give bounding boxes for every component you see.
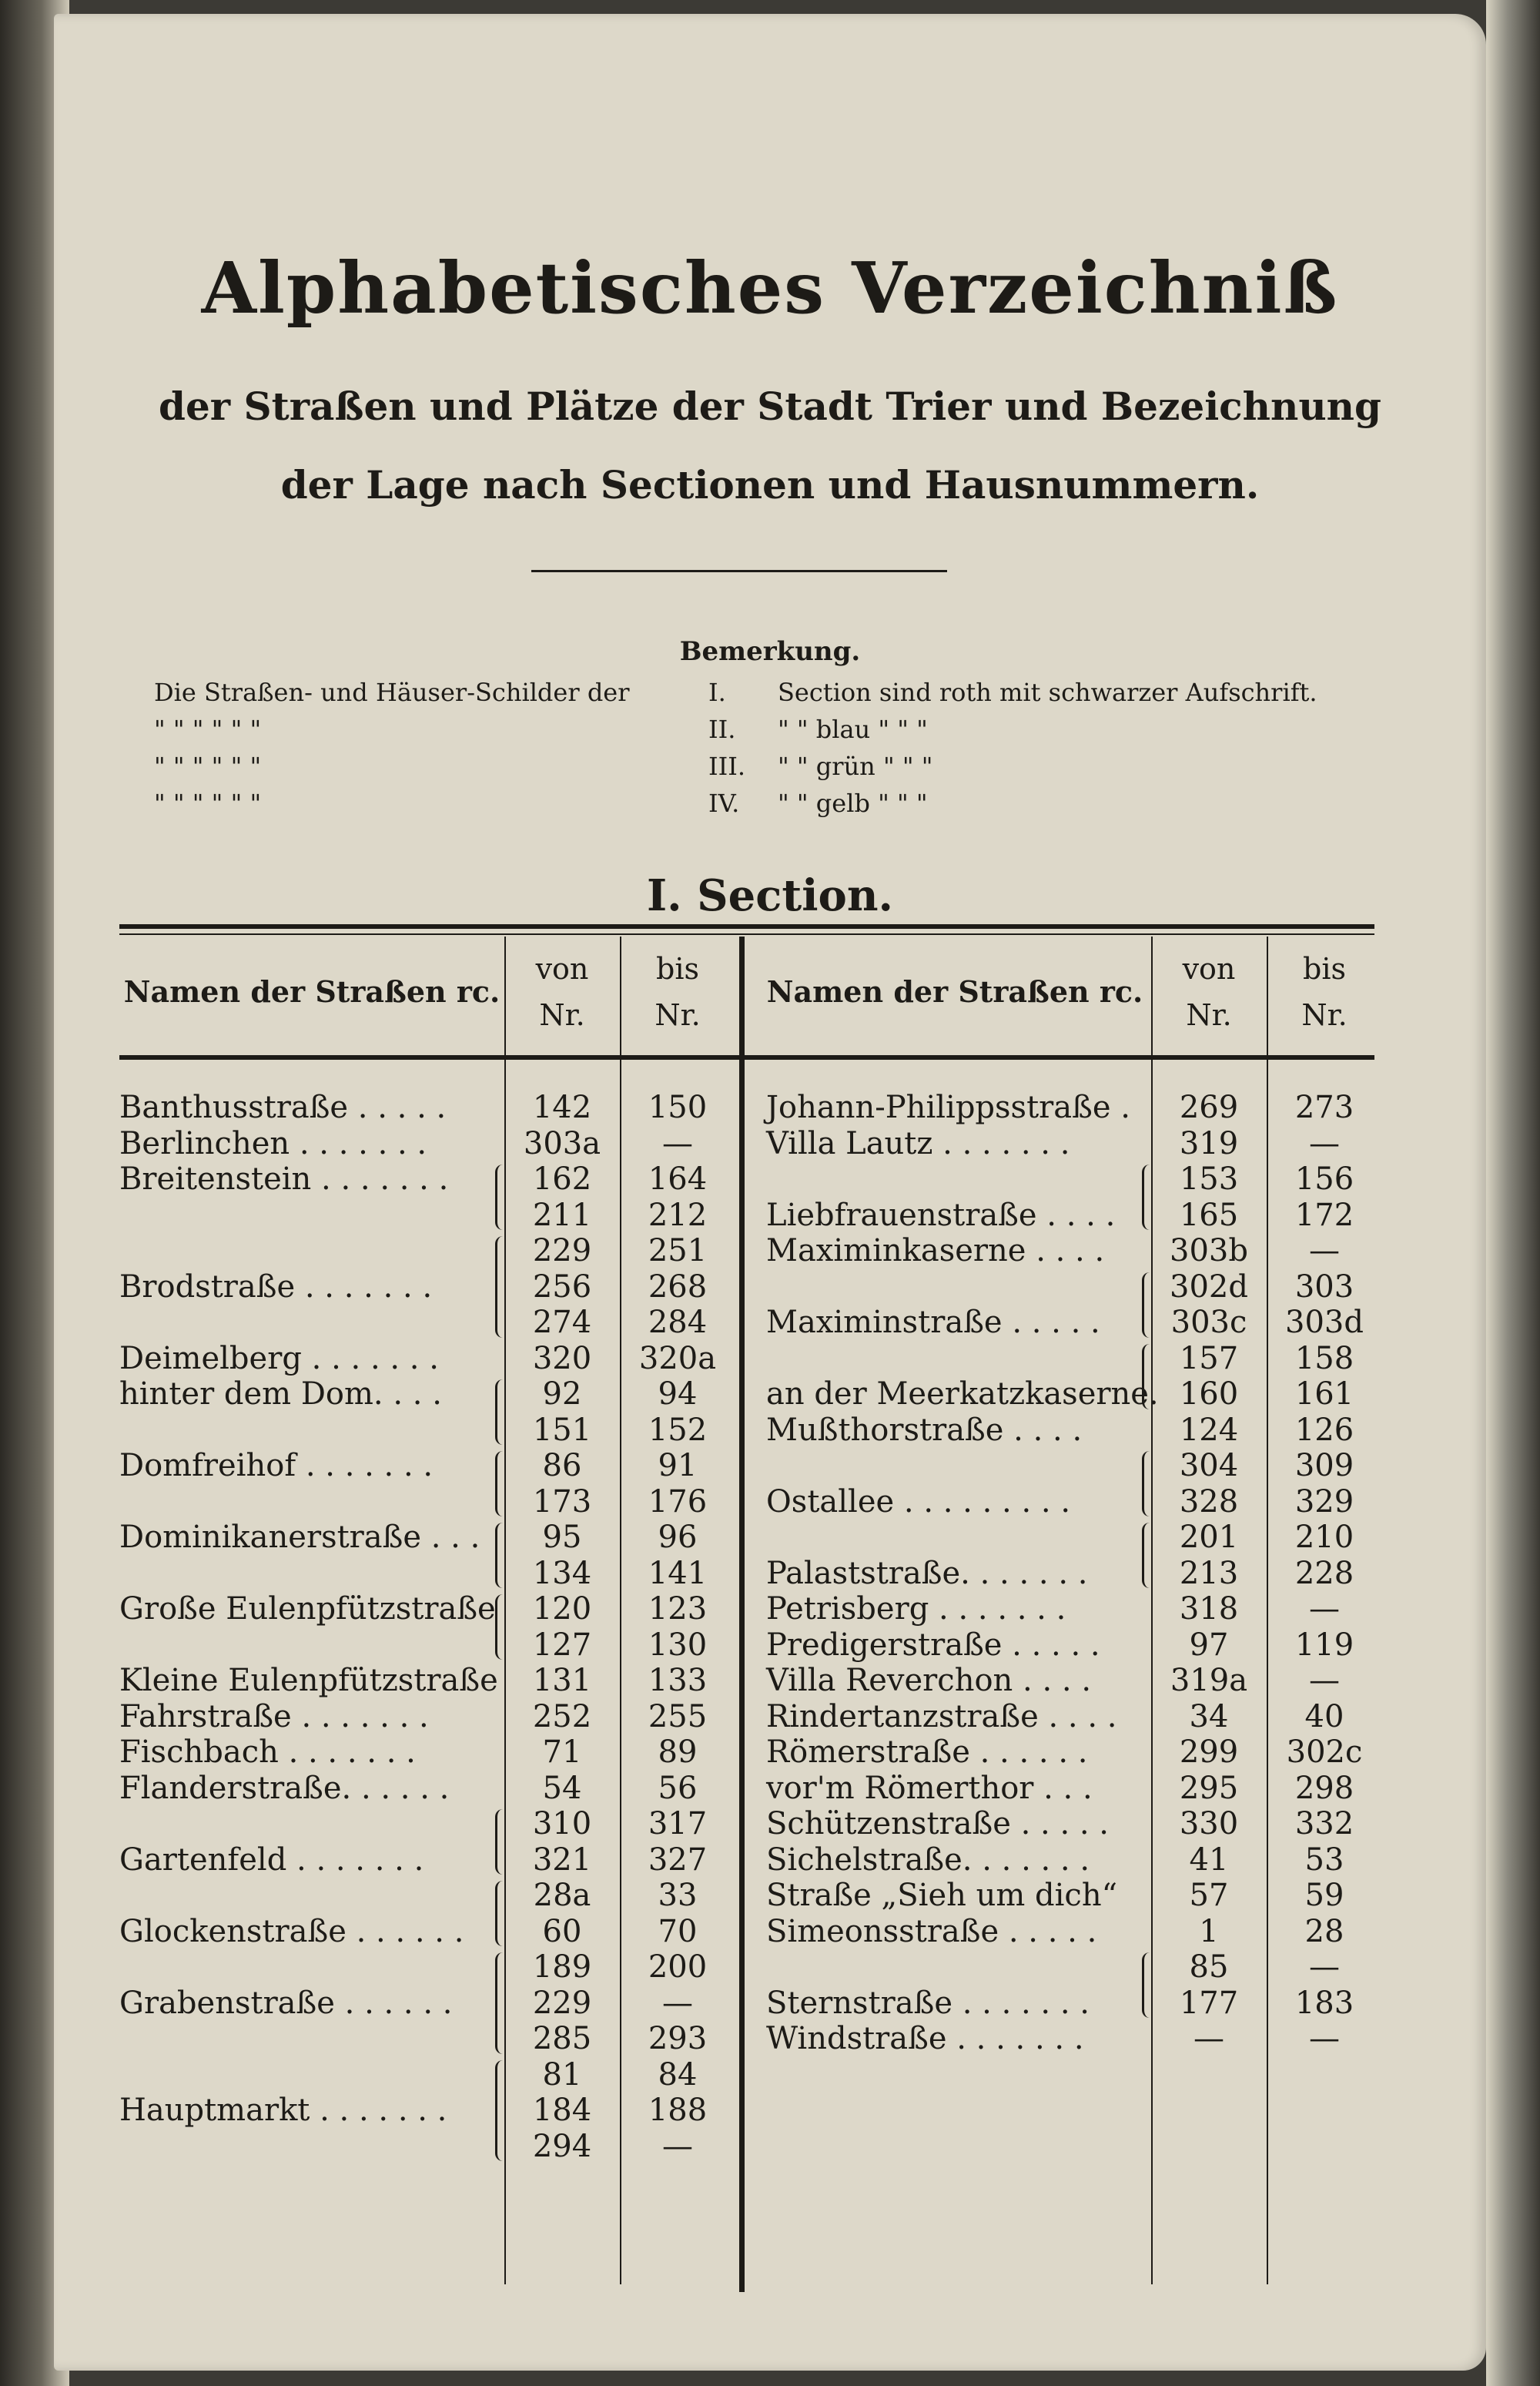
bis-number: 183 bbox=[1294, 1985, 1354, 2021]
table-row bbox=[119, 1842, 1374, 1878]
bis-number: 332 bbox=[1294, 1806, 1354, 1841]
von-number: 295 bbox=[1179, 1770, 1239, 1806]
group-brace bbox=[495, 1379, 508, 1445]
remark-row bbox=[154, 678, 1355, 715]
bis-number: 284 bbox=[648, 1305, 708, 1340]
table-row bbox=[119, 1233, 1374, 1268]
von-number: 319a bbox=[1170, 1663, 1248, 1698]
bis-number: 320a bbox=[638, 1340, 717, 1376]
bis-number: 212 bbox=[648, 1197, 708, 1233]
von-number: 60 bbox=[542, 1913, 582, 1949]
bis-number: — bbox=[1309, 1125, 1340, 1161]
bis-number: 152 bbox=[648, 1412, 708, 1448]
table-row bbox=[119, 1591, 1374, 1627]
bis-number: 133 bbox=[648, 1663, 708, 1698]
street-name: Ostallee . . . . . . . . . bbox=[766, 1483, 1071, 1520]
von-number: 85 bbox=[1189, 1949, 1229, 1985]
von-number: 57 bbox=[1189, 1878, 1229, 1913]
von-number: 229 bbox=[532, 1985, 592, 2021]
von-number: 160 bbox=[1179, 1376, 1239, 1412]
table-top-rule-thin bbox=[119, 933, 1374, 935]
street-name: Petrisberg . . . . . . . bbox=[766, 1591, 1066, 1627]
remark-prefix: " " " " " " bbox=[154, 715, 262, 744]
bis-number: 33 bbox=[658, 1878, 698, 1913]
street-name: Gartenfeld . . . . . . . bbox=[119, 1841, 424, 1878]
group-brace bbox=[495, 1165, 508, 1230]
bis-number: — bbox=[662, 2128, 693, 2164]
von-number: 213 bbox=[1179, 1555, 1239, 1591]
von-number: 304 bbox=[1179, 1448, 1239, 1483]
remark-text: " " blau " " " bbox=[778, 715, 928, 744]
bis-number: 150 bbox=[648, 1090, 708, 1125]
von-number: 162 bbox=[532, 1161, 592, 1197]
bis-number: 119 bbox=[1294, 1627, 1354, 1663]
von-number: 302d bbox=[1170, 1268, 1248, 1305]
table-header-rule bbox=[119, 1055, 1374, 1060]
von-number: 229 bbox=[532, 1233, 592, 1268]
remark-prefix: " " " " " " bbox=[154, 752, 262, 781]
table-row bbox=[119, 1914, 1374, 1949]
von-number: 328 bbox=[1179, 1483, 1239, 1520]
remark-text: Section sind roth mit schwarzer Aufschrift. bbox=[778, 678, 1317, 707]
table-row bbox=[119, 1699, 1374, 1734]
table-row bbox=[119, 1520, 1374, 1555]
subtitle-line-2: der Lage nach Sectionen und Hausnummern. bbox=[280, 462, 1260, 508]
street-name: Simeonsstraße . . . . . bbox=[766, 1913, 1097, 1949]
header-von-nr: Nr. bbox=[539, 998, 585, 1032]
von-number: 318 bbox=[1179, 1591, 1239, 1627]
header-bis: bis bbox=[1303, 952, 1346, 986]
street-table bbox=[119, 924, 1374, 2287]
street-name: Fahrstraße . . . . . . . bbox=[119, 1698, 429, 1734]
remark-prefix: Die Straßen- und Häuser-Schilder der bbox=[154, 678, 630, 707]
von-number: 303c bbox=[1170, 1305, 1247, 1340]
table-row bbox=[119, 1090, 1374, 1125]
table-row bbox=[119, 1734, 1374, 1770]
von-number: 28a bbox=[533, 1878, 591, 1913]
street-name: Römerstraße . . . . . . bbox=[766, 1734, 1088, 1770]
header-bis-nr: Nr. bbox=[1301, 998, 1348, 1032]
street-name: hinter dem Dom. . . . bbox=[119, 1376, 442, 1412]
street-name: Grabenstraße . . . . . . bbox=[119, 1985, 453, 2021]
bis-number: 70 bbox=[658, 1913, 698, 1949]
street-name: Sichelstraße. . . . . . . bbox=[766, 1841, 1090, 1878]
bis-number: 176 bbox=[648, 1483, 708, 1520]
von-number: 41 bbox=[1189, 1841, 1229, 1878]
von-number: 1 bbox=[1199, 1913, 1219, 1949]
von-number: 177 bbox=[1179, 1985, 1239, 2021]
table-row bbox=[119, 1412, 1374, 1448]
street-name: Rindertanzstraße . . . . bbox=[766, 1698, 1117, 1734]
street-name: Brodstraße . . . . . . . bbox=[119, 1268, 433, 1305]
remark-row bbox=[154, 789, 1355, 826]
von-number: 320 bbox=[532, 1340, 592, 1376]
von-number: 303a bbox=[523, 1125, 601, 1161]
header-bis-nr: Nr. bbox=[654, 998, 701, 1032]
street-name: Berlinchen . . . . . . . bbox=[119, 1125, 427, 1161]
remark-prefix: " " " " " " bbox=[154, 789, 262, 818]
street-name: Maximinstraße . . . . . bbox=[766, 1305, 1100, 1340]
bis-number: 164 bbox=[648, 1161, 708, 1197]
group-brace bbox=[495, 1451, 508, 1516]
group-brace bbox=[495, 2060, 508, 2162]
bis-number: 303 bbox=[1294, 1268, 1354, 1305]
group-brace bbox=[495, 1881, 508, 1946]
remark-text: " " grün " " " bbox=[778, 752, 933, 781]
bis-number: 56 bbox=[658, 1770, 698, 1806]
bis-number: — bbox=[1309, 1949, 1340, 1985]
von-number: 81 bbox=[542, 2056, 582, 2093]
von-number: 184 bbox=[532, 2093, 592, 2128]
street-name: Villa Lautz . . . . . . . bbox=[766, 1125, 1070, 1161]
bis-number: — bbox=[1309, 1663, 1340, 1698]
von-number: 256 bbox=[532, 1268, 592, 1305]
table-top-rule bbox=[119, 924, 1374, 929]
bis-number: 188 bbox=[648, 2093, 708, 2128]
bis-number: 255 bbox=[648, 1698, 708, 1734]
header-bis: bis bbox=[656, 952, 699, 986]
bis-number: 329 bbox=[1294, 1483, 1354, 1520]
bis-number: 309 bbox=[1294, 1448, 1354, 1483]
bis-number: 91 bbox=[658, 1448, 698, 1483]
header-street-name: Namen der Straßen rc. bbox=[766, 974, 1143, 1009]
von-number: 153 bbox=[1179, 1161, 1239, 1197]
bis-number: 158 bbox=[1294, 1340, 1354, 1376]
table-row bbox=[119, 1198, 1374, 1233]
street-name: Fischbach . . . . . . . bbox=[119, 1734, 416, 1770]
table-row bbox=[119, 1771, 1374, 1806]
table-row bbox=[119, 1376, 1374, 1412]
bis-number: — bbox=[662, 1985, 693, 2021]
street-name: Villa Reverchon . . . . bbox=[766, 1663, 1092, 1698]
von-number: — bbox=[1194, 2021, 1224, 2056]
street-name: Straße „Sieh um dich“ bbox=[766, 1878, 1118, 1913]
von-number: 127 bbox=[532, 1627, 592, 1663]
bis-number: 53 bbox=[1304, 1841, 1344, 1878]
street-name: Hauptmarkt . . . . . . . bbox=[119, 2093, 447, 2128]
bis-number: 327 bbox=[648, 1841, 708, 1878]
street-name: Banthusstraße . . . . . bbox=[119, 1090, 447, 1125]
street-name: Windstraße . . . . . . . bbox=[766, 2021, 1084, 2056]
bis-number: 40 bbox=[1304, 1698, 1344, 1734]
header-von: von bbox=[1182, 952, 1236, 986]
table-row bbox=[119, 1305, 1374, 1340]
bis-number: 303d bbox=[1285, 1305, 1364, 1340]
von-number: 189 bbox=[532, 1949, 592, 1985]
bis-number: 59 bbox=[1304, 1878, 1344, 1913]
street-name: Breitenstein . . . . . . . bbox=[119, 1161, 449, 1197]
von-number: 201 bbox=[1179, 1520, 1239, 1555]
group-brace bbox=[495, 1594, 508, 1660]
page-title: Alphabetisches Verzeichniß bbox=[201, 246, 1339, 330]
von-number: 134 bbox=[532, 1555, 592, 1591]
von-number: 299 bbox=[1179, 1734, 1239, 1770]
bis-number: 228 bbox=[1294, 1555, 1354, 1591]
von-number: 54 bbox=[542, 1770, 582, 1806]
bis-number: 251 bbox=[648, 1233, 708, 1268]
bis-number: 200 bbox=[648, 1949, 708, 1985]
group-brace bbox=[495, 1523, 508, 1588]
remark-heading: Bemerkung. bbox=[679, 636, 861, 667]
bis-number: 141 bbox=[648, 1555, 708, 1591]
street-name: Maximinkaserne . . . . bbox=[766, 1233, 1105, 1268]
von-number: 151 bbox=[532, 1412, 592, 1448]
street-name: an der Meerkatzkaserne. bbox=[766, 1376, 1159, 1412]
header-street-name: Namen der Straßen rc. bbox=[123, 974, 500, 1009]
von-number: 319 bbox=[1179, 1125, 1239, 1161]
group-brace bbox=[1142, 1952, 1155, 2018]
group-brace bbox=[1142, 1344, 1155, 1409]
table-row bbox=[119, 1269, 1374, 1305]
von-number: 142 bbox=[532, 1090, 592, 1125]
von-number: 211 bbox=[532, 1197, 592, 1233]
bis-number: 156 bbox=[1294, 1161, 1354, 1197]
subtitle-line-1: der Straßen und Plätze der Stadt Trier und Bezeichnung bbox=[158, 384, 1381, 429]
table-row bbox=[119, 1448, 1374, 1483]
bis-number: 317 bbox=[648, 1806, 708, 1841]
bis-number: 89 bbox=[658, 1734, 698, 1770]
von-number: 131 bbox=[532, 1663, 592, 1698]
von-number: 157 bbox=[1179, 1340, 1239, 1376]
table-row bbox=[119, 1949, 1374, 1985]
group-brace bbox=[1142, 1523, 1155, 1588]
von-number: 252 bbox=[532, 1698, 592, 1734]
bis-number: 123 bbox=[648, 1591, 708, 1627]
bis-number: — bbox=[1309, 1591, 1340, 1627]
von-number: 274 bbox=[532, 1305, 592, 1340]
street-name: Sternstraße . . . . . . . bbox=[766, 1985, 1090, 2021]
von-number: 285 bbox=[532, 2021, 592, 2056]
street-name: Johann-Philippsstraße . bbox=[766, 1090, 1130, 1125]
street-name: Glockenstraße . . . . . . bbox=[119, 1913, 464, 1949]
table-row bbox=[119, 2057, 1374, 2093]
bis-number: 96 bbox=[658, 1520, 698, 1555]
bis-number: 302c bbox=[1286, 1734, 1363, 1770]
group-brace bbox=[1142, 1451, 1155, 1516]
table-row bbox=[119, 1986, 1374, 2021]
remark-section: IV. bbox=[708, 789, 740, 818]
remark-section: III. bbox=[708, 752, 746, 781]
von-number: 173 bbox=[532, 1483, 592, 1520]
bis-number: 268 bbox=[648, 1268, 708, 1305]
remark-row bbox=[154, 715, 1355, 752]
table-row bbox=[119, 1878, 1374, 1913]
bis-number: — bbox=[1309, 2021, 1340, 2056]
title-divider bbox=[531, 570, 947, 572]
group-brace bbox=[495, 1236, 508, 1338]
street-name: Flanderstraße. . . . . . bbox=[119, 1770, 450, 1806]
von-number: 92 bbox=[542, 1376, 582, 1412]
von-number: 95 bbox=[542, 1520, 582, 1555]
remark-row bbox=[154, 752, 1355, 789]
table-row bbox=[119, 2021, 1374, 2056]
bis-number: 273 bbox=[1294, 1090, 1354, 1125]
street-name: Kleine Eulenpfützstraße bbox=[119, 1663, 498, 1698]
bis-number: 94 bbox=[658, 1376, 698, 1412]
bis-number: 161 bbox=[1294, 1376, 1354, 1412]
von-number: 294 bbox=[532, 2128, 592, 2164]
bis-number: 84 bbox=[658, 2056, 698, 2093]
von-number: 321 bbox=[532, 1841, 592, 1878]
von-number: 71 bbox=[542, 1734, 582, 1770]
street-name: Große Eulenpfützstraße bbox=[119, 1591, 496, 1627]
bis-number: 210 bbox=[1294, 1520, 1354, 1555]
header-von-nr: Nr. bbox=[1186, 998, 1232, 1032]
group-brace bbox=[495, 1952, 508, 2054]
table-row bbox=[119, 1126, 1374, 1161]
von-number: 269 bbox=[1179, 1090, 1239, 1125]
section-heading: I. Section. bbox=[646, 870, 894, 921]
street-name: Palaststraße. . . . . . . bbox=[766, 1555, 1088, 1591]
table-row bbox=[119, 1161, 1374, 1197]
von-number: 310 bbox=[532, 1806, 592, 1841]
group-brace bbox=[1142, 1165, 1155, 1230]
von-number: 86 bbox=[542, 1448, 582, 1483]
von-number: 34 bbox=[1189, 1698, 1229, 1734]
table-row bbox=[119, 2093, 1374, 2128]
bis-number: — bbox=[662, 1125, 693, 1161]
von-number: 303b bbox=[1170, 1233, 1248, 1268]
von-number: 330 bbox=[1179, 1806, 1239, 1841]
remark-section: II. bbox=[708, 715, 736, 744]
von-number: 120 bbox=[532, 1591, 592, 1627]
street-name: Deimelberg . . . . . . . bbox=[119, 1340, 439, 1376]
street-name: Predigerstraße . . . . . bbox=[766, 1627, 1100, 1663]
table-row bbox=[119, 1663, 1374, 1698]
bis-number: 126 bbox=[1294, 1412, 1354, 1448]
street-name: Dominikanerstraße . . . bbox=[119, 1520, 480, 1555]
bis-number: — bbox=[1309, 1233, 1340, 1268]
bis-number: 298 bbox=[1294, 1770, 1354, 1806]
group-brace bbox=[495, 1809, 508, 1875]
table-row bbox=[119, 1627, 1374, 1663]
street-name: Schützenstraße . . . . . bbox=[766, 1806, 1110, 1841]
von-number: 124 bbox=[1179, 1412, 1239, 1448]
header-von: von bbox=[535, 952, 589, 986]
remark-text: " " gelb " " " bbox=[778, 789, 928, 818]
street-name: Mußthorstraße . . . . bbox=[766, 1412, 1083, 1448]
table-row bbox=[119, 1341, 1374, 1376]
table-row bbox=[119, 2129, 1374, 2164]
table-row bbox=[119, 1484, 1374, 1520]
bis-number: 28 bbox=[1304, 1913, 1344, 1949]
table-row bbox=[119, 1556, 1374, 1591]
bis-number: 172 bbox=[1294, 1197, 1354, 1233]
street-name: Liebfrauenstraße . . . . bbox=[766, 1197, 1116, 1233]
bis-number: 130 bbox=[648, 1627, 708, 1663]
von-number: 97 bbox=[1189, 1627, 1229, 1663]
street-name: Domfreihof . . . . . . . bbox=[119, 1448, 434, 1483]
bis-number: 293 bbox=[648, 2021, 708, 2056]
street-name: vor'm Römerthor . . . bbox=[766, 1770, 1093, 1806]
group-brace bbox=[1142, 1272, 1155, 1338]
remark-section: I. bbox=[708, 678, 726, 707]
von-number: 165 bbox=[1179, 1197, 1239, 1233]
table-row bbox=[119, 1806, 1374, 1841]
